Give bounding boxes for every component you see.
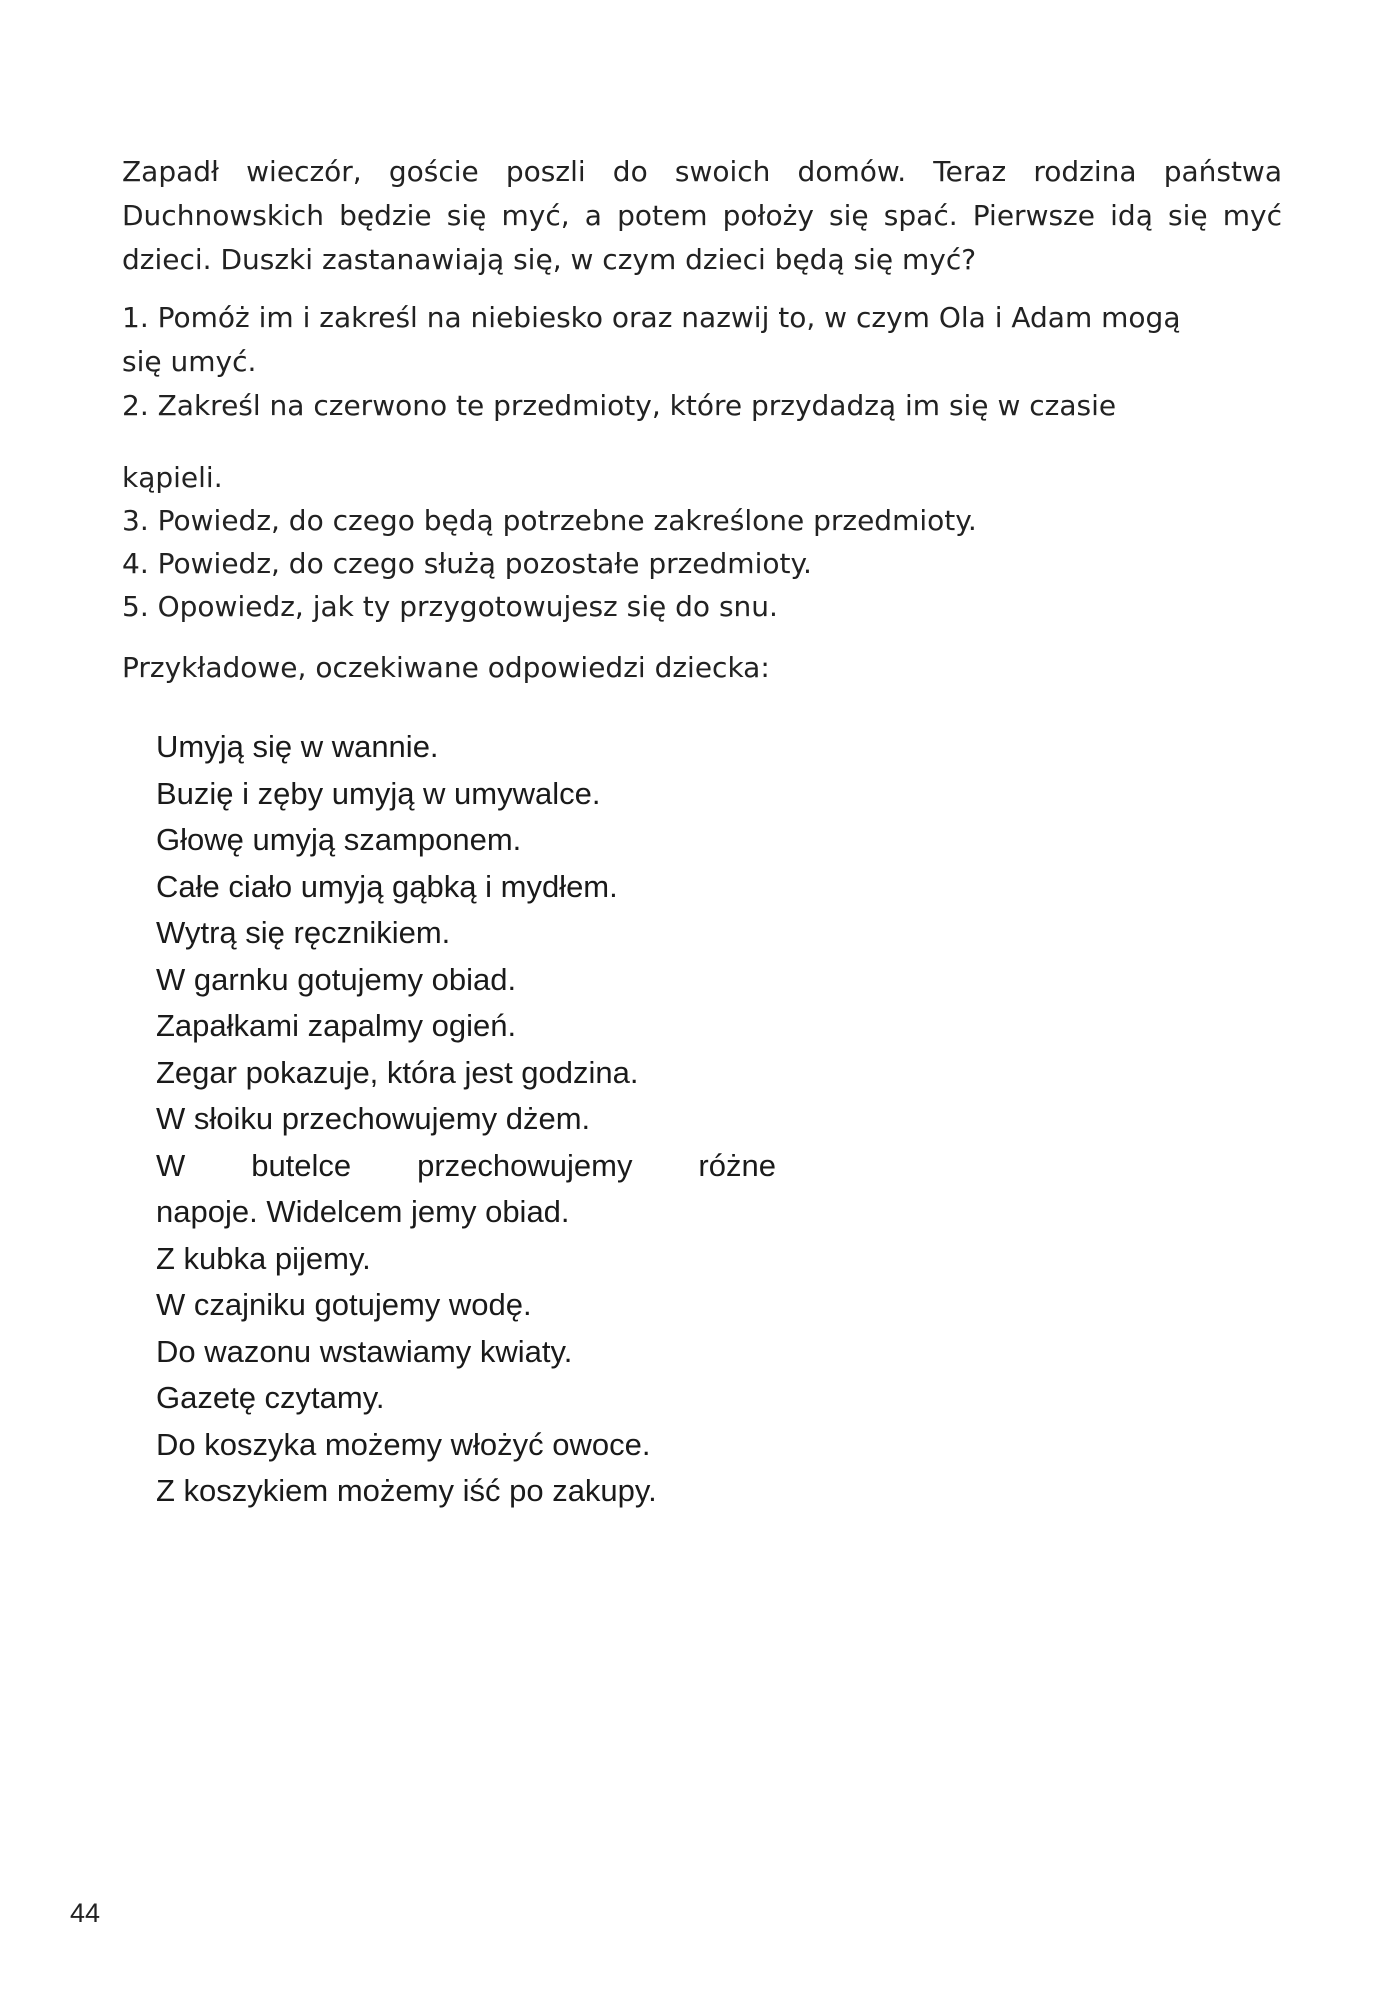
answer-line: W czajniku gotujemy wodę.	[156, 1287, 532, 1322]
answer-line: napoje. Widelcem jemy obiad.	[156, 1194, 570, 1229]
answer-word: butelce	[251, 1147, 352, 1183]
page-number: 44	[70, 1898, 101, 1928]
intro-paragraph: Zapadł wieczór, goście poszli do swoich domów. Teraz rodzina państwa Duchnowskich będzie się myć, a potem położy się spać. Pierwsze idą się myć dzieci. Duszki zastanawiają się, w czym dzieci będą się myć?	[122, 155, 1282, 276]
answer-line: Gazetę czytamy.	[156, 1380, 385, 1415]
answer-line: Umyją się w wannie.	[156, 729, 439, 764]
answer-line: W słoiku przechowujemy dżem.	[156, 1101, 591, 1136]
answer-line: Buzię i zęby umyją w umywalce.	[156, 775, 601, 811]
answer-word: przechowujemy	[417, 1147, 633, 1183]
answer-line: Zapałkami zapalmy ogień.	[156, 1008, 517, 1043]
answer-line: Z kubka pijemy.	[156, 1240, 371, 1276]
task-2-line-2: kąpieli.	[122, 461, 223, 494]
task-1-line-2: się umyć.	[122, 345, 257, 378]
task-4: 4. Powiedz, do czego służą pozostałe przedmioty.	[122, 547, 812, 580]
answer-line: Z koszykiem możemy iść po zakupy.	[156, 1473, 657, 1508]
answer-line: Wytrą się ręcznikiem.	[156, 915, 451, 950]
answer-line: W garnku gotujemy obiad.	[156, 961, 517, 997]
answer-line: Głowę umyją szamponem.	[156, 822, 522, 857]
answers-heading: Przykładowe, oczekiwane odpowiedzi dziecka:	[122, 651, 770, 684]
answer-line: Do koszyka możemy włożyć owoce.	[156, 1426, 651, 1462]
answer-line-justified	[156, 1143, 776, 1190]
answers-list	[156, 724, 776, 1515]
answer-word: różne	[698, 1147, 776, 1183]
task-5: 5. Opowiedz, jak ty przygotowujesz się do snu.	[122, 590, 778, 623]
answer-word: W	[156, 1147, 186, 1183]
answer-line: Zegar pokazuje, która jest godzina.	[156, 1054, 639, 1090]
answer-line: Do wazonu wstawiamy kwiaty.	[156, 1333, 573, 1369]
task-3: 3. Powiedz, do czego będą potrzebne zakreślone przedmioty.	[122, 504, 977, 537]
task-1-line-1: 1. Pomóż im i zakreśl na niebiesko oraz nazwij to, w czym Ola i Adam mogą	[122, 301, 1181, 334]
task-2-line-1: 2. Zakreśl na czerwono te przedmioty, które przydadzą im się w czasie	[122, 389, 1117, 422]
answer-line: Całe ciało umyją gąbką i mydłem.	[156, 868, 618, 904]
